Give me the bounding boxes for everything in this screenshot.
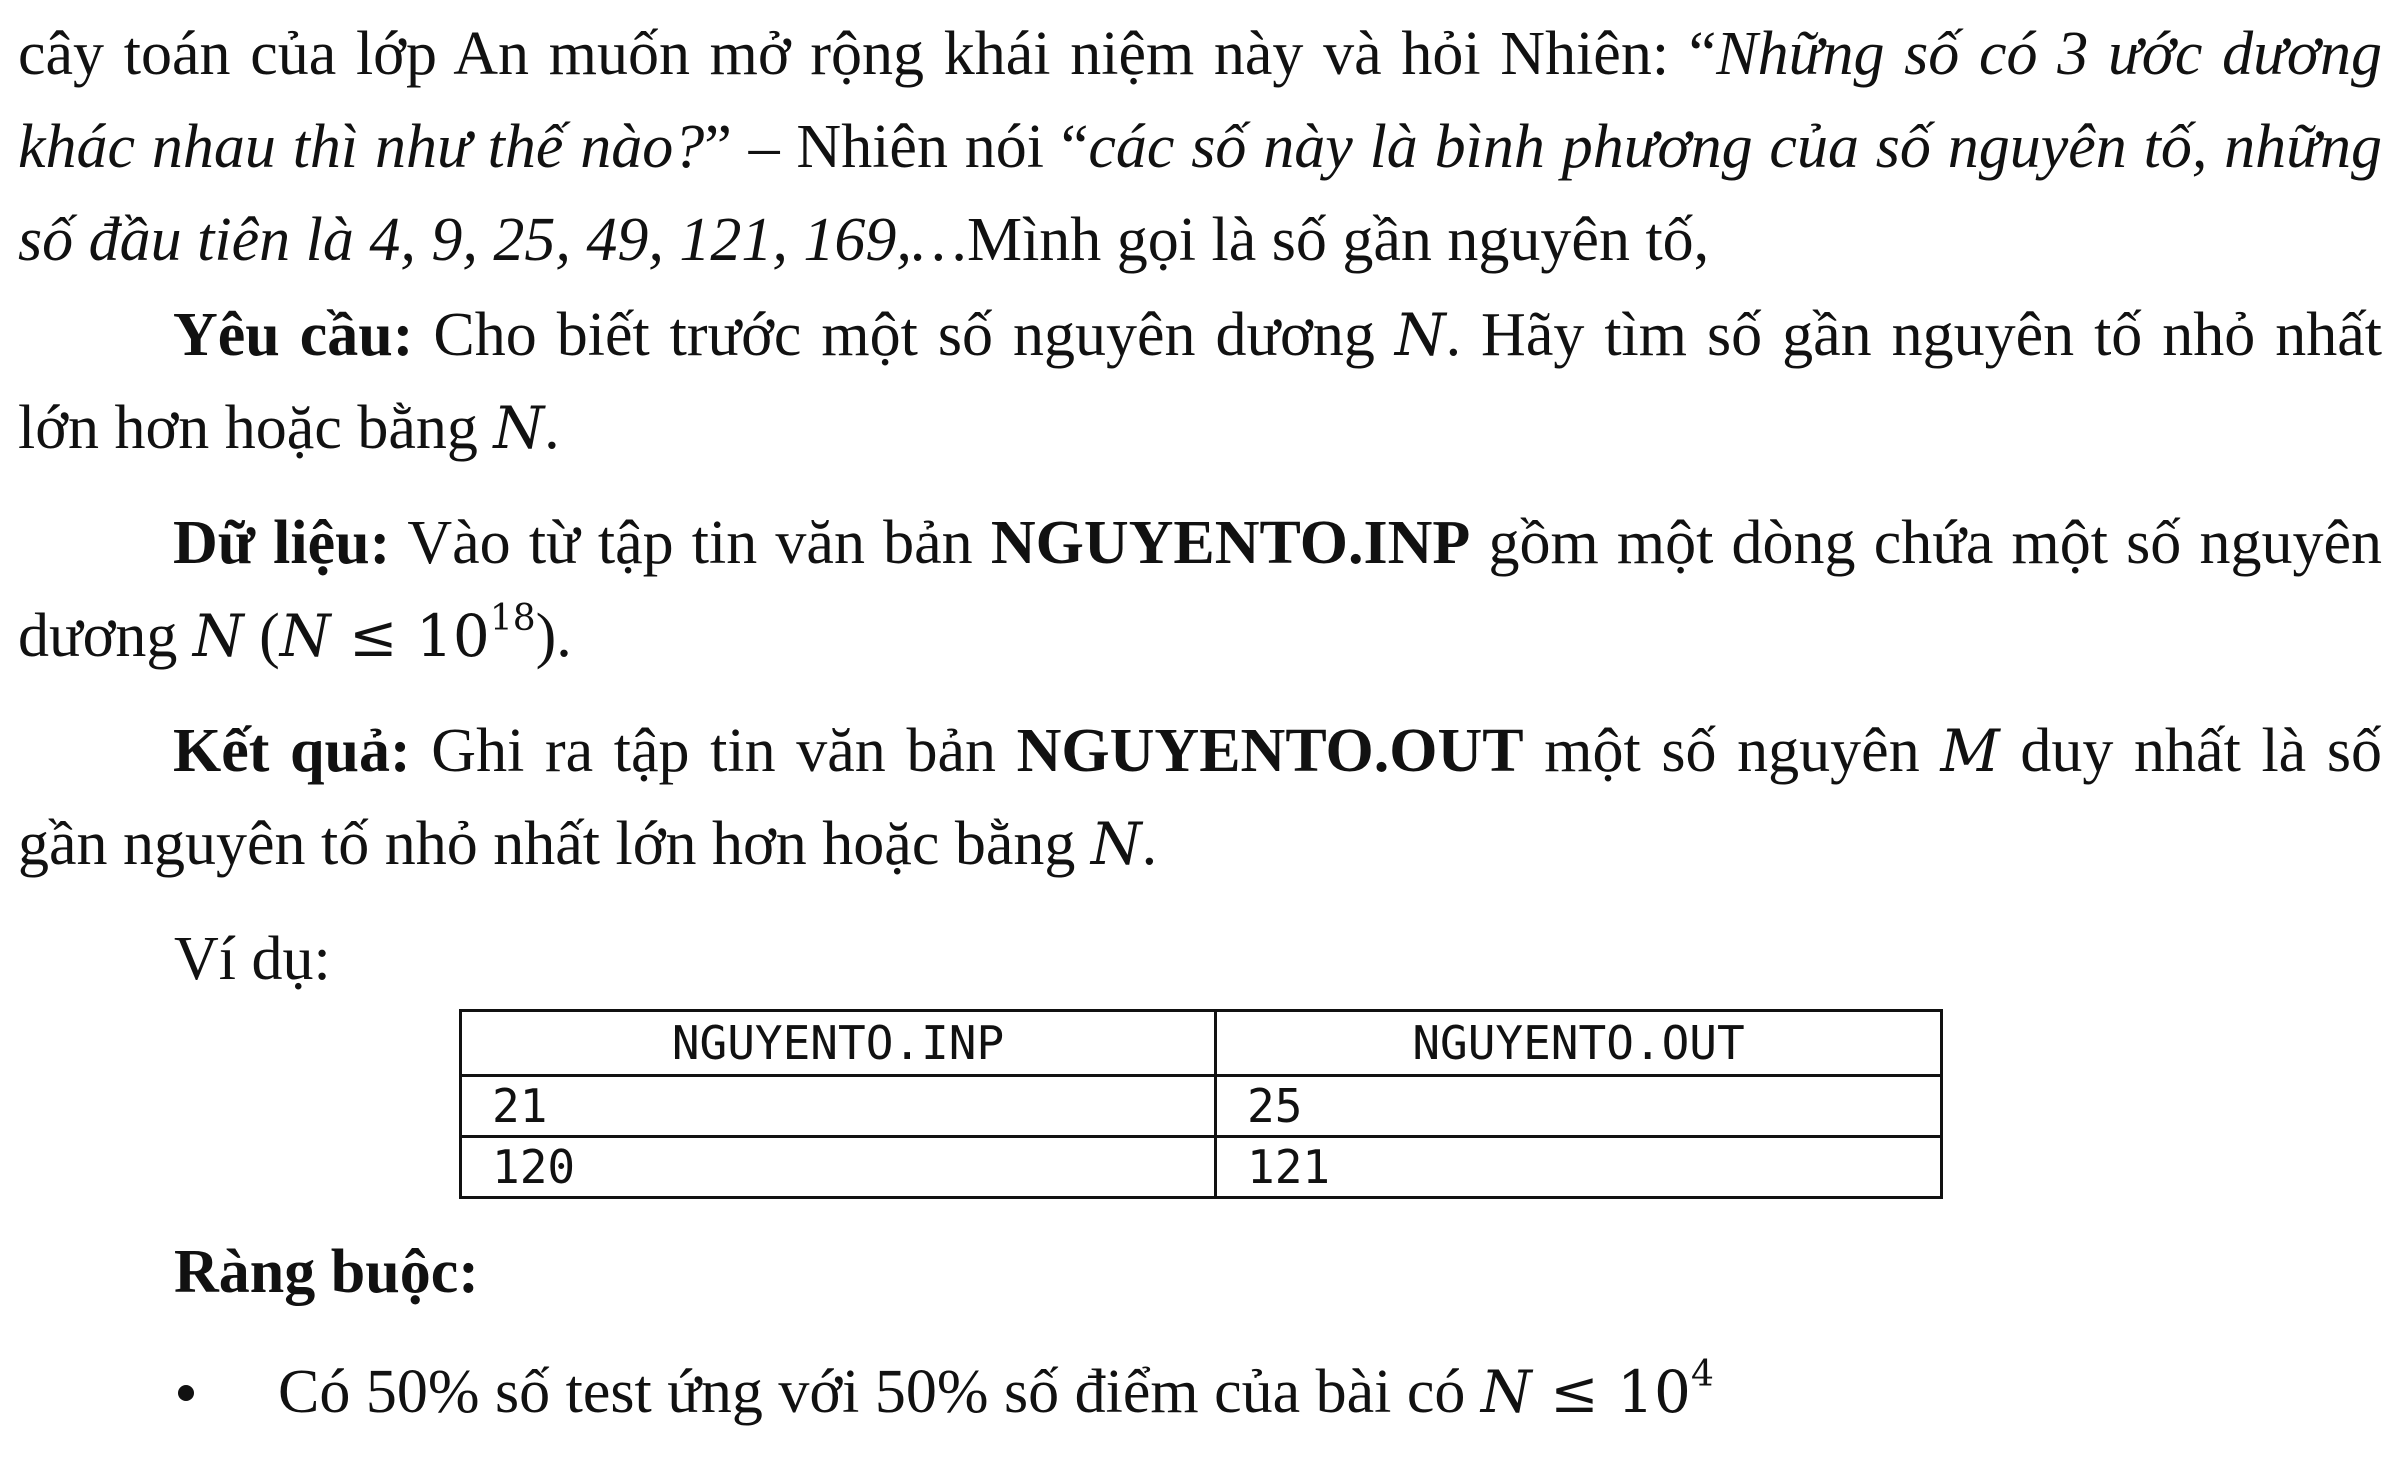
constraint-text xyxy=(278,1346,1714,1439)
intro-paragraph xyxy=(18,8,2382,287)
intro-prefix: cây toán của lớp An muốn mở rộng khái niệm này và hỏi Nhiên: “ xyxy=(18,20,1717,88)
input-text: ). xyxy=(535,602,572,670)
power-exponent: 18 xyxy=(489,598,536,639)
output-label: Kết quả: xyxy=(173,717,411,785)
variable-n: N xyxy=(1480,1358,1532,1426)
output-paragraph xyxy=(18,705,2382,891)
output-text: Ghi ra tập tin văn bản xyxy=(410,717,1017,785)
variable-n: N xyxy=(279,602,331,670)
output-text: duy nhất là số gần nguyên tố nhỏ nhất lớn hơn hoặc bằng xyxy=(18,717,2382,878)
constraints-heading: Ràng buộc: xyxy=(174,1238,479,1306)
leq-symbol: ≤ xyxy=(1531,1358,1618,1426)
power-exponent: 4 xyxy=(1690,1354,1714,1395)
output-text: . xyxy=(1141,810,1158,878)
intro-answer: các số này là bình phương của số nguyên tố, những số đầu tiên là 4, 9, 25, 49, 121, 169,… xyxy=(18,113,2383,274)
constraint-bullet-item xyxy=(170,1346,1714,1439)
table-header-row xyxy=(461,1011,1942,1076)
input-label: Dữ liệu: xyxy=(173,509,391,577)
variable-n: N xyxy=(1394,301,1446,369)
requirement-paragraph xyxy=(18,289,2382,475)
table-header-input: NGUYENTO.INP xyxy=(461,1011,1216,1076)
variable-m: M xyxy=(1940,717,2000,785)
input-paragraph xyxy=(18,497,2382,683)
input-text: gồm một dòng chứa một số nguyên dương xyxy=(18,509,2383,670)
requirement-label: Yêu cầu: xyxy=(173,301,414,369)
intro-middle: ” – Nhiên nói “ xyxy=(704,113,1089,181)
table-cell-output: 121 xyxy=(1216,1137,1942,1198)
table-cell-input: 120 xyxy=(461,1137,1216,1198)
table-cell-input: 21 xyxy=(461,1076,1216,1137)
table-header-output: NGUYENTO.OUT xyxy=(1216,1011,1942,1076)
example-table xyxy=(459,1009,1943,1199)
bullet-icon xyxy=(178,1385,194,1401)
input-text: Vào từ tập tin văn bản xyxy=(390,509,991,577)
power-base: 10 xyxy=(416,602,490,670)
table-row xyxy=(461,1137,1942,1198)
input-text: ( xyxy=(243,602,280,670)
input-filename: NGUYENTO.INP xyxy=(990,509,1471,577)
constraint-text-body: Có 50% số test ứng với 50% số điểm của bài có xyxy=(278,1358,1481,1426)
output-filename: NGUYENTO.OUT xyxy=(1016,717,1524,785)
output-text: một số nguyên xyxy=(1523,717,1941,785)
requirement-text: . Hãy tìm số gần nguyên tố nhỏ nhất lớn hơn hoặc bằng xyxy=(18,301,2383,462)
table-row xyxy=(461,1076,1942,1137)
leq-symbol: ≤ xyxy=(330,602,417,670)
variable-n: N xyxy=(192,602,244,670)
example-label: Ví dụ: xyxy=(174,925,331,993)
intro-suffix: Mình gọi là số gần nguyên tố, xyxy=(966,206,1710,274)
power-base: 10 xyxy=(1617,1358,1691,1426)
requirement-text: Cho biết trước một số nguyên dương xyxy=(413,301,1395,369)
table-cell-output: 25 xyxy=(1216,1076,1942,1137)
variable-n: N xyxy=(493,394,545,462)
requirement-text: . xyxy=(544,394,560,462)
intro-question: Những số có 3 ước dương khác nhau thì như thế nào? xyxy=(18,20,2382,181)
variable-n: N xyxy=(1090,810,1142,878)
